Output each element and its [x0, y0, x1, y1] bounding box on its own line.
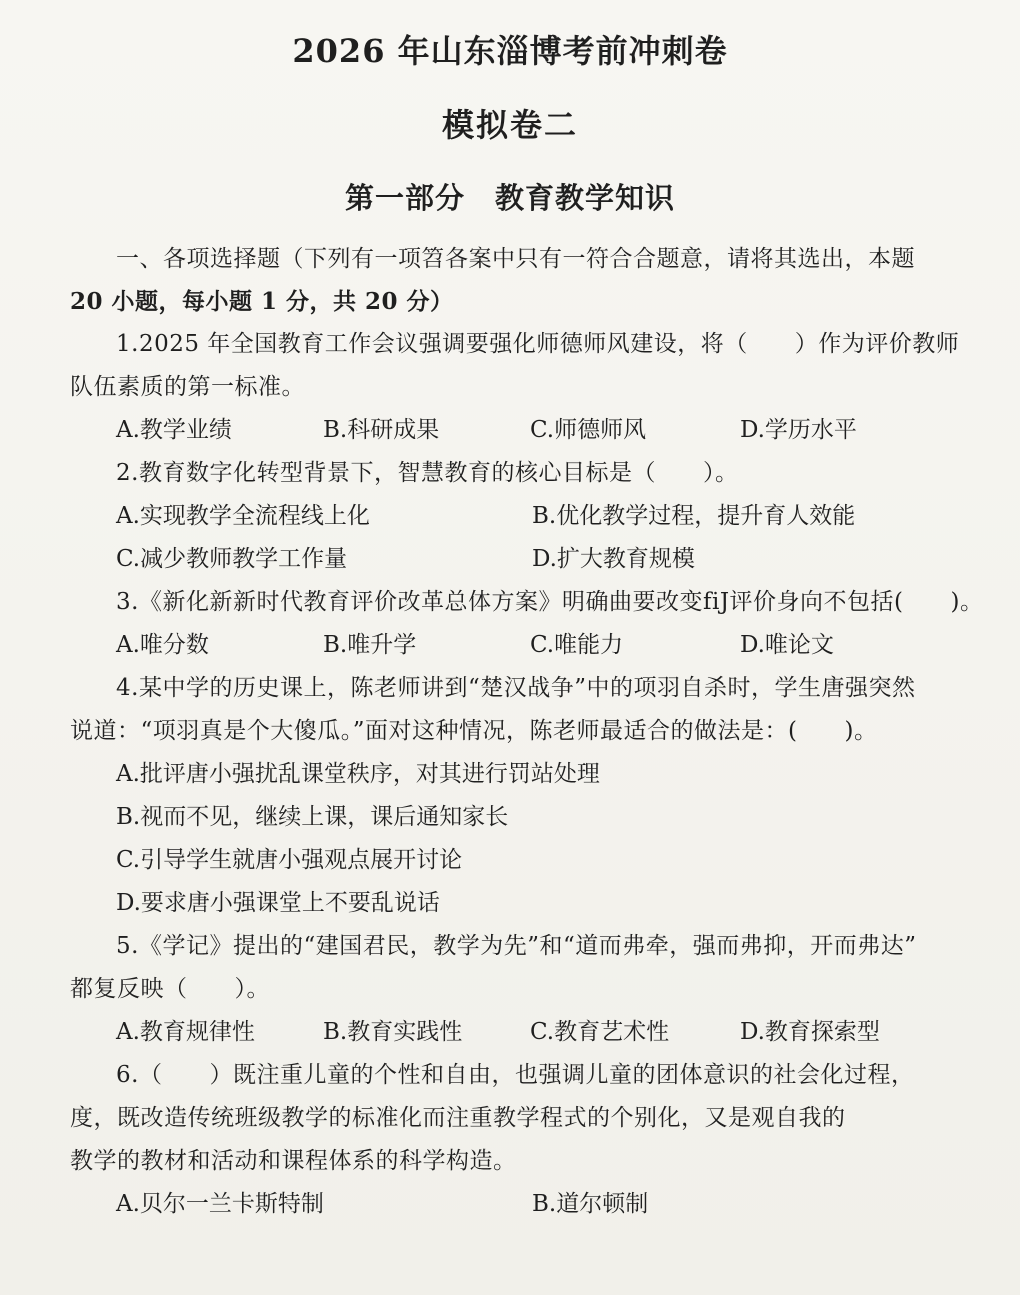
exam-title: 2026 年山东淄博考前冲刺卷	[292, 32, 728, 70]
question-6-stem-line3: 教学的教材和活动和课程体系的科学构造。	[70, 1148, 517, 1174]
question-2-option-a: A.实现教学全流程线上化	[116, 503, 370, 529]
question-5-option-b: B.教育实践性	[323, 1019, 463, 1045]
question-2-option-b: B.优化教学过程，提升育人效能	[532, 503, 856, 529]
question-4-stem-line1: 4.某中学的历史课上，陈老师讲到“楚汉战争”中的项羽自杀时，学生唐强突然	[116, 675, 916, 701]
question-4-stem-line2: 说道：“项羽真是个大傻瓜。”面对这种情况，陈老师最适合的做法是：( )。	[70, 718, 878, 744]
question-3-option-c: C.唯能力	[530, 632, 624, 658]
part-heading: 第一部分 教育教学知识	[344, 181, 675, 215]
question-4-option-a: A.批评唐小强扰乱课堂秩序，对其进行罚站处理	[116, 761, 600, 787]
question-1-option-d: D.学历水平	[740, 417, 857, 443]
question-6-stem-line2: 度，既改造传统班级教学的标准化而注重教学程式的个别化，又是观自我的	[70, 1105, 846, 1131]
question-4-option-d: D.要求唐小强课堂上不要乱说话	[116, 890, 440, 916]
question-3-option-a: A.唯分数	[116, 632, 209, 658]
question-5-option-c: C.教育艺术性	[530, 1019, 670, 1045]
question-5-stem-line1: 5.《学记》提出的“建国君民，教学为先”和“道而弗牵，强而弗抑，开而弗达”	[116, 933, 917, 959]
question-5-option-a: A.教育规律性	[116, 1019, 255, 1045]
section-instruction-line2: 20 小题，每小题 1 分，共 20 分）	[70, 288, 454, 315]
question-4-option-c: C.引导学生就唐小强观点展开讨论	[116, 847, 463, 873]
question-1-stem-line2: 队伍素质的第一标准。	[70, 374, 305, 400]
question-2-option-c: C.减少教师教学工作量	[116, 546, 348, 572]
question-2-stem-line1: 2.教育数字化转型背景下，智慧教育的核心目标是（ ）。	[116, 460, 739, 486]
section-instruction-line1: 一、各项选择题（下列有一项笤各案中只有一符合合题意，请将其选出，本题	[116, 246, 915, 272]
question-6-option-b: B.道尔顿制	[532, 1191, 649, 1217]
question-5-option-d: D.教育探索型	[740, 1019, 880, 1045]
question-3-option-b: B.唯升学	[323, 632, 417, 658]
question-2-option-d: D.扩大教育规模	[532, 546, 695, 572]
question-4-option-b: B.视而不见，继续上课，课后通知家长	[116, 804, 509, 830]
question-3-option-d: D.唯论文	[740, 632, 834, 658]
question-1-stem-line1: 1.2025 年全国教育工作会议强调要强化师德师风建设，将（ ）作为评价教师	[116, 331, 960, 357]
question-3-stem-line1: 3.《新化新新时代教育评价改革总体方案》明确曲要改变fiJ评价身向不包括( )。	[116, 589, 984, 615]
question-1-option-b: B.科研成果	[323, 417, 440, 443]
question-1-option-c: C.师德师风	[530, 417, 647, 443]
question-1-option-a: A.教学业绩	[116, 417, 232, 443]
question-6-stem-line1: 6.（ ）既注重儿童的个性和自由，也强调儿童的团体意识的社会化过程，	[116, 1062, 915, 1088]
question-6-option-a: A.贝尔一兰卡斯特制	[116, 1191, 324, 1217]
exam-subtitle: 模拟卷二	[441, 106, 578, 144]
question-5-stem-line2: 都复反映（ ）。	[70, 976, 270, 1002]
